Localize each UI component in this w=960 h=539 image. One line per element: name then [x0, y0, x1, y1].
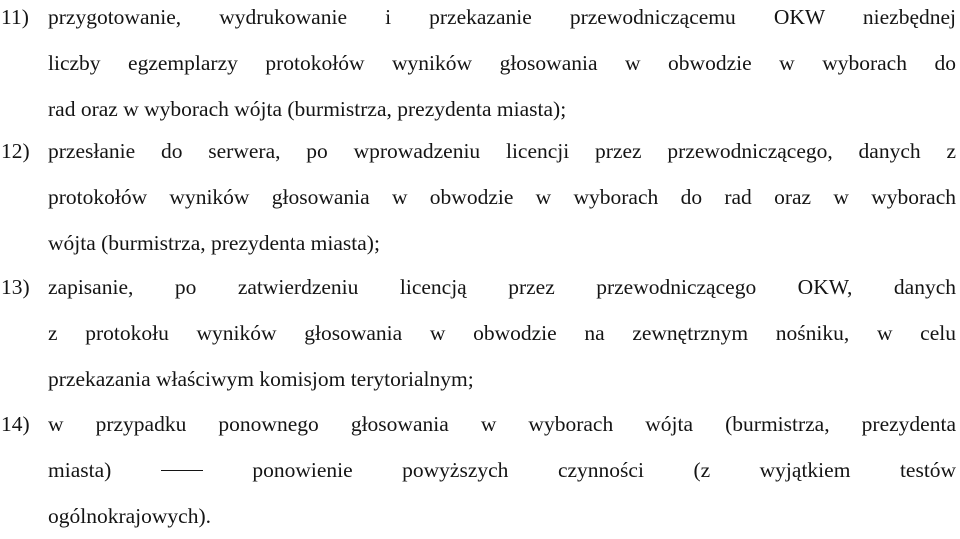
- item-line: liczby egzemplarzy protokołów wyników głosowania w obwodzie w wyborach do: [48, 51, 956, 75]
- item-line: [48, 447, 956, 493]
- item-number: 13): [1, 275, 30, 299]
- item-line: przygotowanie, wydrukowanie i przekazanie przewodniczącemu OKW niezbędnej: [48, 5, 956, 29]
- item-line: rad oraz w wyborach wójta (burmistrza, prezydenta miasta);: [48, 97, 567, 121]
- item-line: protokołów wyników głosowania w obwodzie w wyborach do rad oraz w wyborach: [48, 185, 956, 209]
- item-line: wójta (burmistrza, prezydenta miasta);: [48, 231, 380, 255]
- list-item-14: [0, 401, 956, 539]
- line-segment: ponowienie: [252, 458, 353, 482]
- item-line: z protokołu wyników głosowania w obwodzie na zewnętrznym nośniku, w celu: [48, 321, 956, 345]
- item-line: ogólnokrajowych).: [48, 504, 212, 528]
- list-item-12: [0, 128, 956, 266]
- list-item-13: [0, 264, 956, 402]
- item-number: 11): [1, 5, 29, 29]
- line-segment: miasta): [48, 458, 112, 482]
- line-segment: powyższych: [402, 458, 509, 482]
- item-line: w przypadku ponownego głosowania w wyborach wójta (burmistrza, prezydenta: [48, 412, 956, 436]
- item-number: 14): [1, 412, 30, 436]
- item-line: przesłanie do serwera, po wprowadzeniu licencji przez przewodniczącego, danych z: [48, 139, 956, 163]
- line-segment: czynności: [557, 458, 644, 482]
- line-segment: wyjątkiem: [759, 458, 851, 482]
- line-segment: testów: [899, 458, 957, 482]
- em-dash: [161, 470, 203, 471]
- list-item-11: [0, 0, 956, 132]
- item-line: zapisanie, po zatwierdzeniu licencją przez przewodniczącego OKW, danych: [48, 275, 956, 299]
- line-segment: (z: [693, 458, 711, 482]
- item-number: 12): [1, 139, 30, 163]
- item-line: przekazania właściwym komisjom terytorialnym;: [48, 367, 474, 391]
